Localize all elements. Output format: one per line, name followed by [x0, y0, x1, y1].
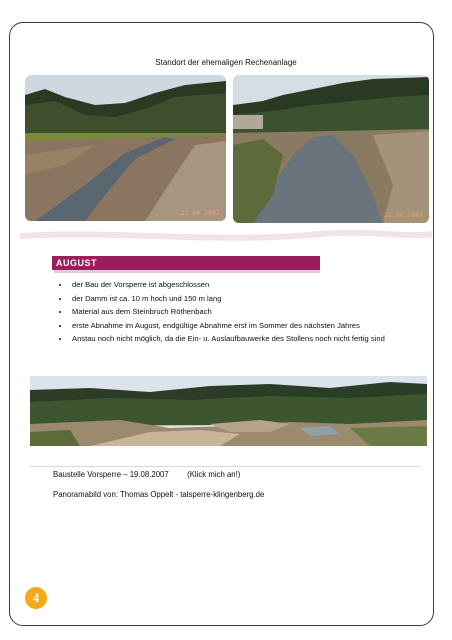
list-item: • erste Abnahme im August, endgültige Abnahme erst im Sommer des nächsten Jahres	[70, 319, 405, 333]
photo-riverbed-left	[25, 75, 226, 221]
facts-list	[52, 278, 405, 346]
list-item: • der Damm ist ca. 10 m hoch und 150 m lang	[70, 292, 405, 306]
panorama-caption: Baustelle Vorsperre – 19.08.2007	[53, 470, 169, 479]
divider	[30, 466, 420, 467]
decorative-band	[20, 226, 432, 254]
list-item: • Anstau noch nicht möglich, da die Ein- u. Auslaufbauwerke des Stollens noch nicht fertig sind	[70, 332, 405, 346]
panorama-link[interactable]: (Klick mich an!)	[187, 470, 241, 479]
list-item: • Material aus dem Steinbruch Röthenbach	[70, 305, 405, 319]
photo-riverbed-right	[233, 75, 429, 223]
section-heading: AUGUST	[52, 256, 320, 270]
section-heading-shadow	[54, 270, 320, 273]
photo-timestamp: 22.04.2007	[180, 210, 220, 217]
panorama-image[interactable]	[30, 376, 427, 446]
page-title: Standort der ehemaligen Rechenanlage	[155, 58, 297, 67]
list-item: • der Bau der Vorsperre ist abgeschlossen	[70, 278, 405, 292]
panorama-caption-row	[53, 470, 240, 479]
page-number: 4	[25, 587, 47, 609]
photo-timestamp: 22.04.2007	[383, 212, 423, 219]
panorama-credit: Panoramabild von: Thomas Oppelt - talsperre-klingenberg.de	[53, 490, 265, 499]
